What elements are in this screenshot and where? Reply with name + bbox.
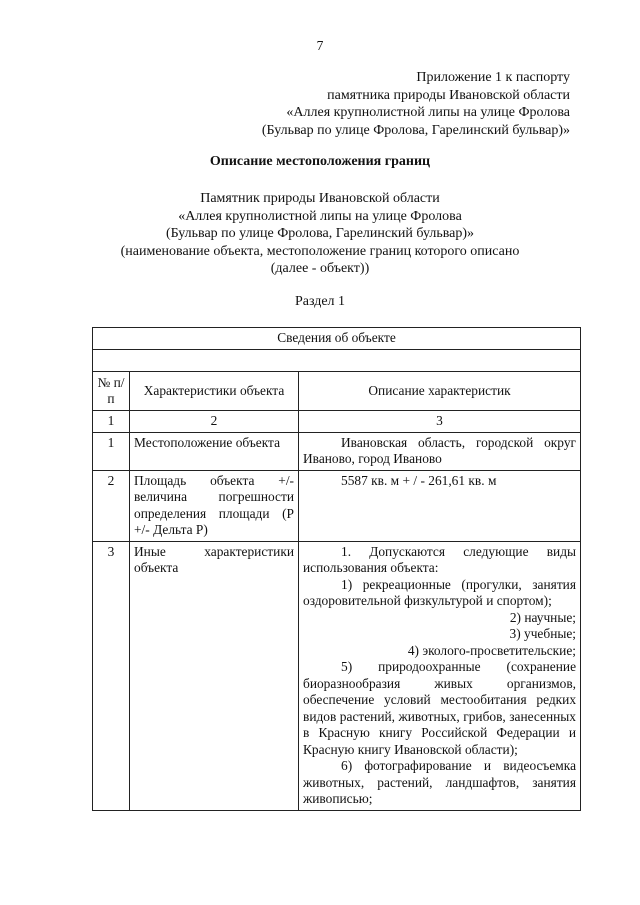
table-caption: Сведения об объекте xyxy=(93,328,581,350)
object-name-line: (Бульвар по улице Фролова, Гарелинский бульвар)» xyxy=(165,226,475,241)
description-item: 1) рекреационные (прогулки, занятия оздоровительной физкультурой и спортом); xyxy=(303,576,577,608)
table-empty-row xyxy=(93,350,581,372)
column-number: 1 xyxy=(93,411,130,433)
description-item: 5) природоохранные (сохранение биоразнообразия живых организмов, обеспечение условий местообитания редких видов растений, животных, грибов, занесенных в Красную книгу Российской Федерации и Красную книгу Ивановской области); xyxy=(303,659,577,757)
description-item: 6) фотографирование и видеосъемка животных, растений, ландшафтов, занятия живописью; xyxy=(303,758,577,806)
page-number: 7 xyxy=(316,38,324,53)
object-name-line: «Аллея крупнолистной липы на улице Фролова xyxy=(178,208,462,224)
appendix-line: «Аллея крупнолистной липы на улице Фролова xyxy=(286,105,570,120)
row-num: 3 xyxy=(93,541,130,810)
row-num: 2 xyxy=(93,470,130,541)
row-description: 5587 кв. м + / - 261,61 кв. м xyxy=(299,470,581,541)
header-description: Описание характеристик xyxy=(299,372,581,411)
column-number-row xyxy=(93,411,581,433)
header-num: № п/п xyxy=(93,372,130,411)
object-name-note: (далее - объект)) xyxy=(270,261,370,276)
appendix-line: памятника природы Ивановской области xyxy=(327,87,570,103)
appendix-line: Приложение 1 к паспорту xyxy=(416,70,570,85)
table-header-row xyxy=(93,372,581,411)
row-characteristic: Местоположение объекта xyxy=(130,432,299,470)
row-characteristic: Иные характеристики объекта xyxy=(130,541,299,810)
object-info-table xyxy=(92,327,581,811)
table-row xyxy=(93,470,581,541)
appendix-header xyxy=(262,69,570,139)
object-name-note: (наименование объекта, местоположение границ которого описано xyxy=(120,243,520,259)
row-num: 1 xyxy=(93,432,130,470)
description-item: 1. Допускаются следующие виды использования объекта: xyxy=(303,543,577,575)
column-number: 3 xyxy=(299,411,581,433)
column-number: 2 xyxy=(130,411,299,433)
header-characteristic: Характеристики объекта xyxy=(130,372,299,411)
appendix-line: (Бульвар по улице Фролова, Гарелинский бульвар)» xyxy=(261,122,570,138)
table-caption-row xyxy=(93,328,581,350)
description-item: 4) эколого-просветительские; xyxy=(407,642,577,658)
object-name-line: Памятник природы Ивановской области xyxy=(200,191,440,206)
row-description: Ивановская область, городской округ Иваново, город Иваново xyxy=(299,432,581,470)
row-characteristic: Площадь объекта +/- величина погрешности определения площади (Р +/- Дельта Р) xyxy=(130,470,299,541)
table-row xyxy=(93,541,581,810)
description-item: 2) научные; xyxy=(509,609,577,625)
object-name-block xyxy=(0,190,640,278)
section-label: Раздел 1 xyxy=(294,294,346,309)
table-row xyxy=(93,432,581,470)
description-item: 3) учебные; xyxy=(509,626,577,641)
document-title: Описание местоположения границ xyxy=(209,154,431,169)
row-description xyxy=(299,541,581,810)
table-empty-cell xyxy=(93,350,581,372)
